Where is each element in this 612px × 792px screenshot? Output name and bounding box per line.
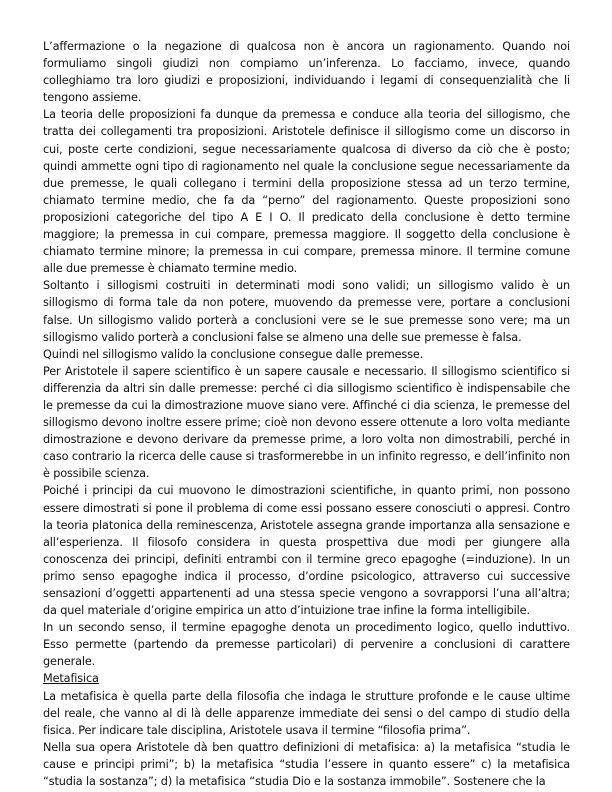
paragraph-metaphysics-four-definitions: Nella sua opera Aristotele dà ben quattro definizioni di metafisica: a) la metafisica “studia le cause e principi primi”; b) la metafisica “studia l’essere in quanto essere” c) la metafisica “studia la sostanza”; d) la metafisica “studia Dio e la sostanza immobile”. Sostenere che la [43, 740, 570, 789]
document-page [43, 38, 570, 790]
paragraph-valid-conclusion: Quindi nel sillogismo valido la conclusione consegue dalle premesse. [43, 347, 424, 361]
paragraph-valid-syllogisms: Soltanto i sillogismi costruiti in determinati modi sono validi; un sillogismo valido è un sillogismo di forma tale da non potere, muovendo da premesse vere, portare a conclusioni false. Un sillogismo valido porterà a conclusioni vere se le sue premesse sono vere; ma un sillogismo valido porterà a conclusioni false se almeno una delle sue premesse è falsa. [43, 279, 570, 344]
paragraph-reasoning-intro: L’affermazione o la negazione di qualcosa non è ancora un ragionamento. Quando noi formuliamo singoli giudizi non compiamo un’inferenza. Lo facciamo, invece, quando colleghiamo tra loro giudizi e proposizioni, individuando i legami di consequenzialità che li tengono assieme. [43, 40, 570, 105]
section-heading-metafisica: Metafisica [43, 672, 99, 686]
paragraph-induction: In un secondo senso, il termine epagoghe denota un procedimento logico, quello induttivo. Esso permette (partendo da premesse particolari) di pervenire a conclusioni di carattere generale. [43, 621, 570, 669]
paragraph-syllogism-theory: La teoria delle proposizioni fa dunque da premessa e conduce alla teoria del sillogismo, che tratta dei collegamenti tra proposizioni. Aristotele definisce il sillogismo come un discorso in cui, poste certe condizioni, segue necessariamente qualcosa di diverso da ciò che è posto; quindi ammette ogni tipo di ragionamento nel quale la conclusione segue necessariamente da due premesse, le quali collegano i termini della proposizione stessa ad un terzo termine, chiamato termine medio, che fa da “perno” del ragionamento. Queste proposizioni sono proposizioni categoriche del tipo A E I O. Il predicato della conclusione è detto termine maggiore; la premessa in cui compare, premessa maggiore. Il soggetto della conclusione è chiamato termine minore; la premessa in cui compare, premessa minore. Il termine comune alle due premesse è chiamato termine medio. [43, 108, 570, 276]
paragraph-scientific-knowledge: Per Aristotele il sapere scientifico è un sapere causale e necessario. Il sillogismo scientifico si differenzia da altri sin dalle premesse: perché ci dia sillogismo scientifico è indispensabile che le premesse da cui la dimostrazione muove siano vere. Affinché ci dia scienza, le premesse del sillogismo devono inoltre essere prime; cioè non devono essere ottenute a loro volta mediante dimostrazione e devono derivare da premesse prime, a loro volta non dimostrabili, perché in caso contrario la ricerca delle cause si trasformerebbe in un infinito regresso, e dell’infinito non è possibile scienza. [43, 364, 570, 481]
paragraph-metaphysics-definition: La metafisica è quella parte della filosofia che indaga le strutture profonde e le cause ultime del reale, che vanno al di là delle apparenze immediate dei sensi o del campo di studio della fisica. Per indicare tale disciplina, Aristotele usava il termine “filosofia prima”. [43, 689, 570, 737]
paragraph-principles-epagoghe: Poiché i principi da cui muovono le dimostrazioni scientifiche, in quanto primi, non possono essere dimostrati si pone il problema di come essi possano essere conosciuti o appresi. Contro la teoria platonica della reminescenza, Aristotele assegna grande importanza alla sensazione e all’esperienza. Il filosofo considera in questa prospettiva due modi per giungere alla conoscenza dei principi, definiti entrambi con il termine greco epagoghe (=induzione). In un primo senso epagoghe indica il processo, d’ordine psicologico, attraverso cui successive sensazioni d’oggetti appartenenti ad una stessa specie vengono a sovrapporsi l’una all’altra; da quel materiale d’origine empirica un atto d’intuizione trae infine la forma intelligibile. [43, 484, 570, 618]
